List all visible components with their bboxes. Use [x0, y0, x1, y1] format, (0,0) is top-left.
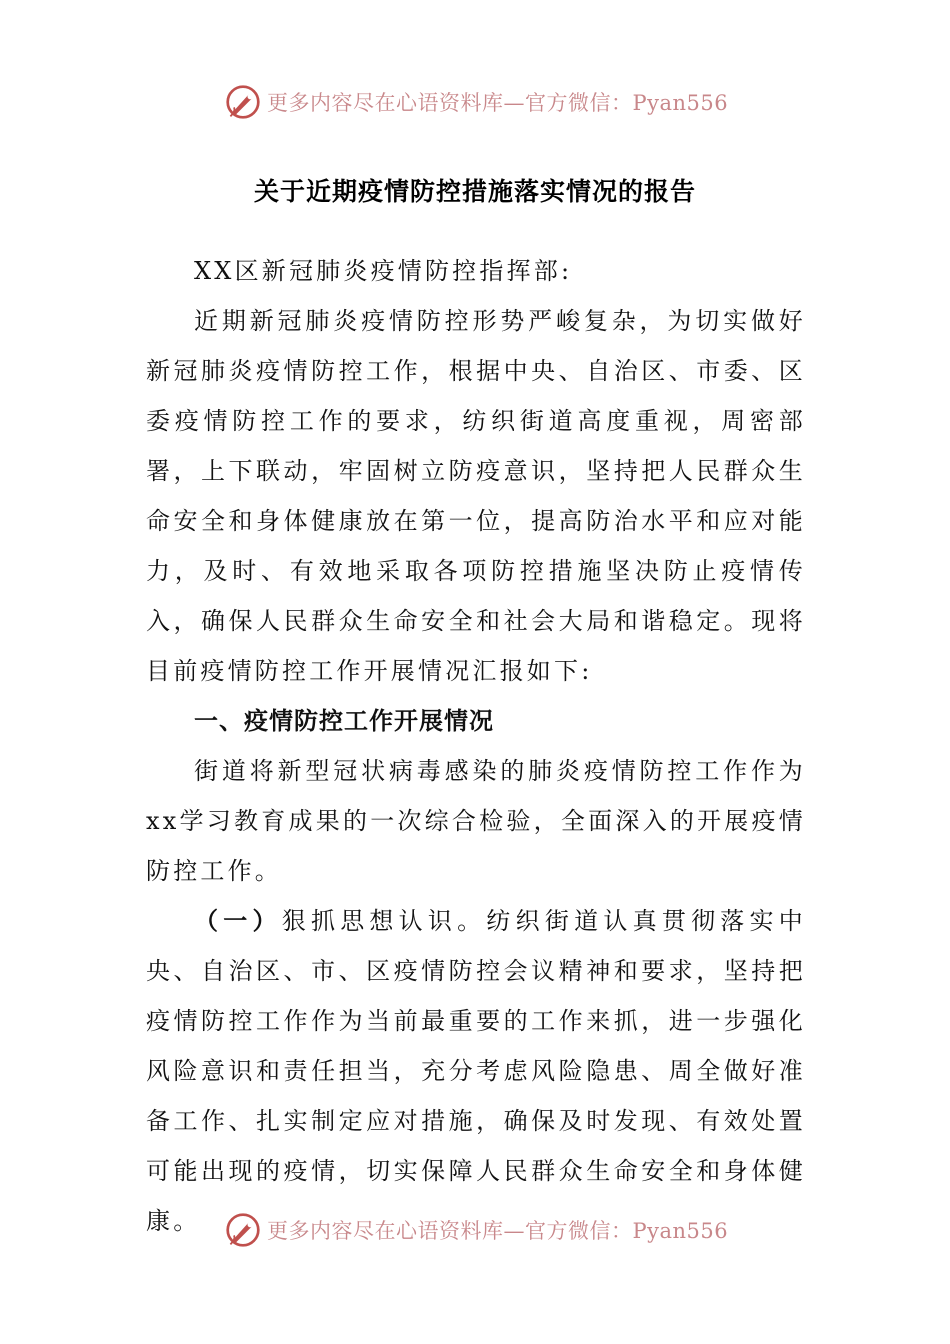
- header-watermark-banner: [225, 82, 745, 122]
- footer-watermark-banner: [225, 1210, 745, 1250]
- intro-paragraph: 近期新冠肺炎疫情防控形势严峻复杂，为切实做好新冠肺炎疫情防控工作，根据中央、自治区、市委、区委疫情防控工作的要求，纺织街道高度重视，周密部署，上下联动，牢固树立防疫意识，坚持把人民群众生命安全和身体健康放在第一位，提高防治水平和应对能力，及时、有效地采取各项防控措施坚决防止疫情传入，确保人民群众生命安全和社会大局和谐稳定。现将目前疫情防控工作开展情况汇报如下:: [146, 307, 806, 685]
- header-watermark-text: 更多内容尽在心语资料库—官方微信：Pyan556: [267, 91, 729, 115]
- pen-nib-circle-logo-icon: [225, 84, 261, 120]
- salutation: XX区新冠肺炎疫情防控指挥部:: [194, 257, 573, 285]
- section-heading-1: 一、疫情防控工作开展情况: [194, 707, 494, 735]
- subsection-1-paragraph: [146, 896, 806, 1246]
- pen-nib-circle-logo-icon: [225, 1212, 261, 1248]
- subsection-1-body: 狠抓思想认识。纺织街道认真贯彻落实中央、自治区、市、区疫情防控会议精神和要求，坚持把疫情防控工作作为当前最重要的工作来抓，进一步强化风险意识和责任担当，充分考虑风险隐患、周全做好准备工作、扎实制定应对措施，确保及时发现、有效处置可能出现的疫情，切实保障人民群众生命安全和身体健康。: [146, 907, 806, 1235]
- section-1-paragraph: 街道将新型冠状病毒感染的肺炎疫情防控工作作为xx学习教育成果的一次综合检验，全面深入的开展疫情防控工作。: [146, 757, 806, 885]
- subsection-1-heading: （一）: [194, 907, 282, 935]
- document-title: 关于近期疫情防控措施落实情况的报告: [253, 177, 696, 206]
- footer-watermark-text: 更多内容尽在心语资料库—官方微信：Pyan556: [267, 1219, 729, 1243]
- document-body: [146, 246, 806, 1246]
